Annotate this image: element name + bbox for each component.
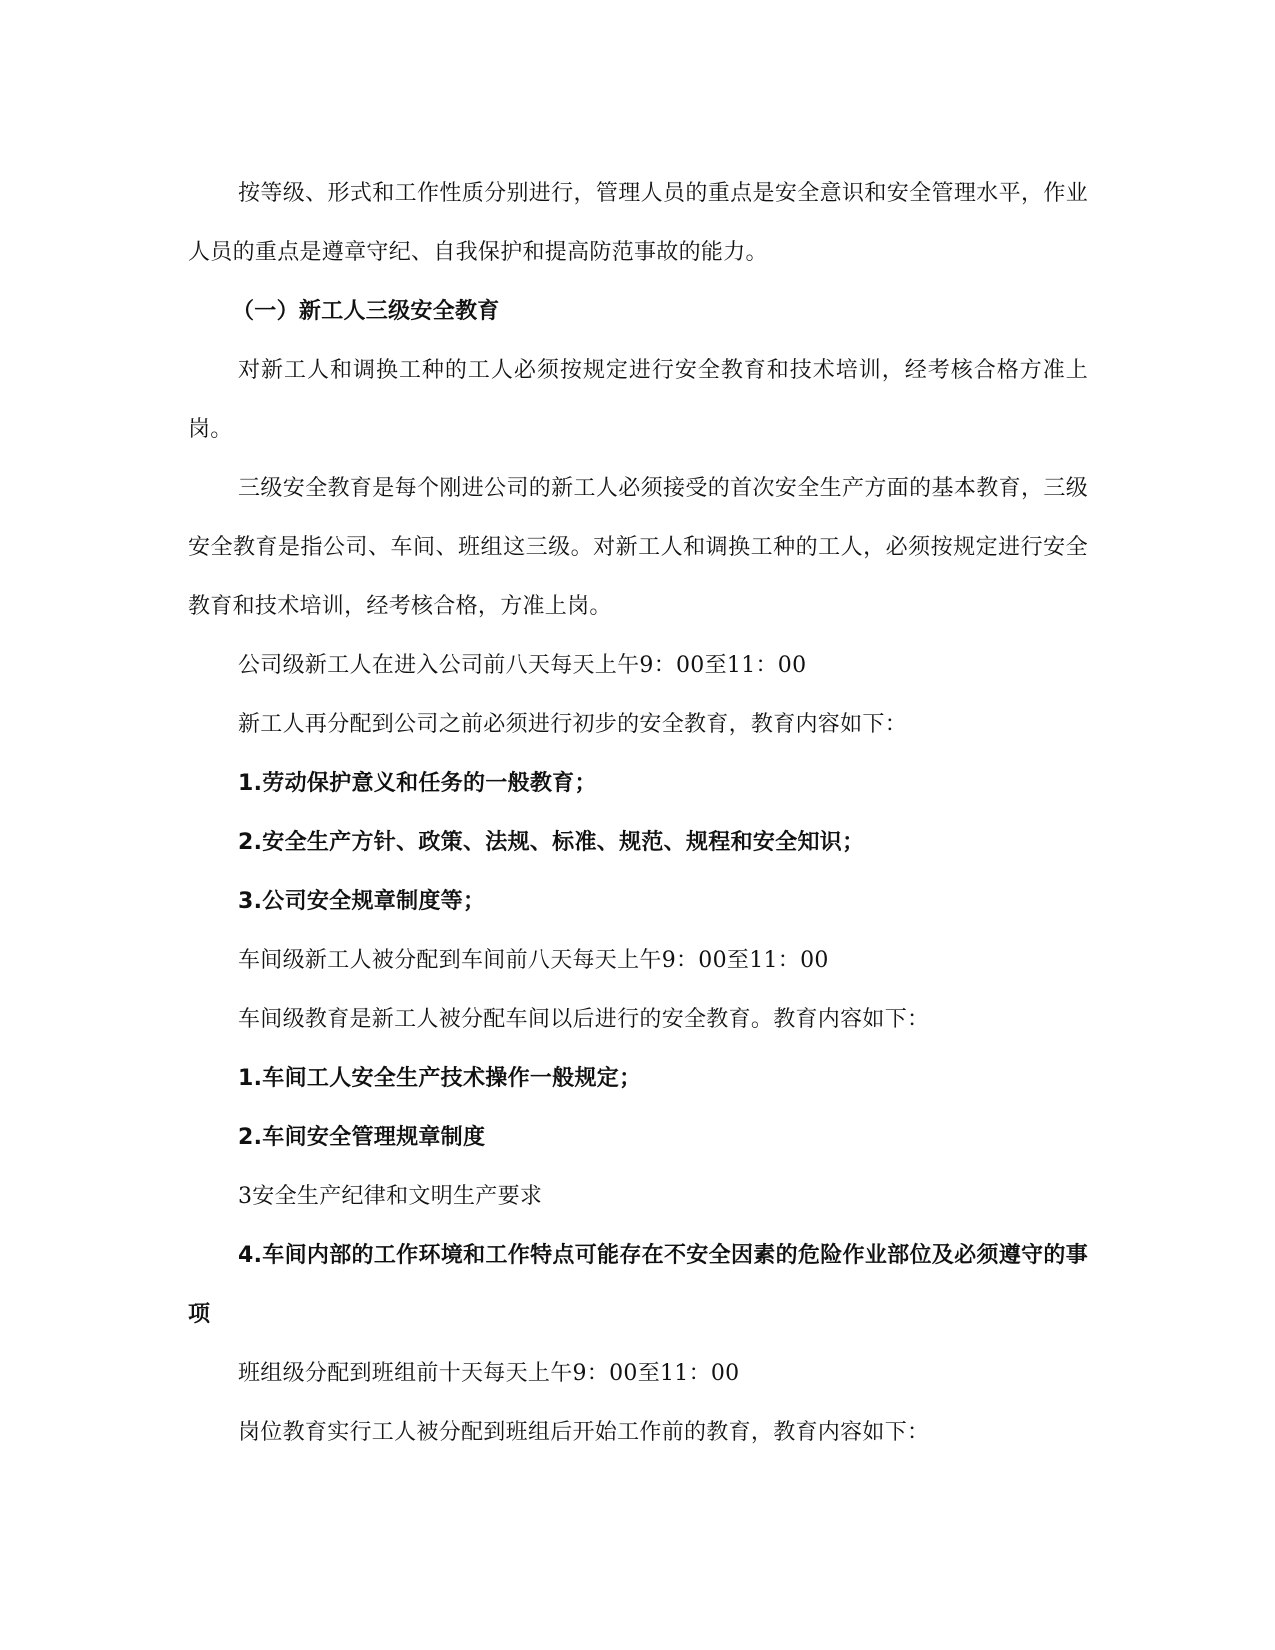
workshop-level-intro: 车间级教育是新工人被分配车间以后进行的安全教育。教育内容如下： — [238, 1007, 930, 1032]
paragraph-requirement: 对新工人和调换工种的工人必须按规定进行安全教育和技术培训，经考核合格方准上岗。 — [188, 358, 1088, 442]
workshop-level-schedule: 车间级新工人被分配到车间前八天每天上午9：00至11：00 — [238, 948, 829, 973]
workshop-item-1: 1.车间工人安全生产技术操作一般规定； — [238, 1066, 642, 1091]
company-item-3: 3.公司安全规章制度等； — [238, 889, 486, 914]
team-level-schedule: 班组级分配到班组前十天每天上午9：00至11：00 — [238, 1361, 740, 1386]
workshop-item-3: 3安全生产纪律和文明生产要求 — [238, 1184, 543, 1209]
post-education-intro: 岗位教育实行工人被分配到班组后开始工作前的教育，教育内容如下： — [238, 1420, 930, 1445]
section-heading: （一）新工人三级安全教育 — [232, 299, 500, 324]
paragraph-three-level-definition: 三级安全教育是每个刚进公司的新工人必须接受的首次安全生产方面的基本教育，三级安全教育是指公司、车间、班组这三级。对新工人和调换工种的工人，必须按规定进行安全教育和技术培训，经考核合格，方准上岗。 — [188, 476, 1088, 619]
workshop-item-4: 4.车间内部的工作环境和工作特点可能存在不安全因素的危险作业部位及必须遵守的事项 — [188, 1243, 1088, 1327]
workshop-item-2: 2.车间安全管理规章制度 — [238, 1125, 486, 1150]
company-level-intro: 新工人再分配到公司之前必须进行初步的安全教育，教育内容如下： — [238, 712, 908, 737]
company-item-2: 2.安全生产方针、政策、法规、标准、规范、规程和安全知识； — [238, 830, 865, 855]
company-level-schedule: 公司级新工人在进入公司前八天每天上午9：00至11：00 — [238, 653, 807, 678]
document-body — [188, 164, 1088, 1462]
paragraph-intro: 按等级、形式和工作性质分别进行，管理人员的重点是安全意识和安全管理水平，作业人员的重点是遵章守纪、自我保护和提高防范事故的能力。 — [188, 181, 1088, 265]
company-item-1: 1.劳动保护意义和任务的一般教育； — [238, 771, 597, 796]
